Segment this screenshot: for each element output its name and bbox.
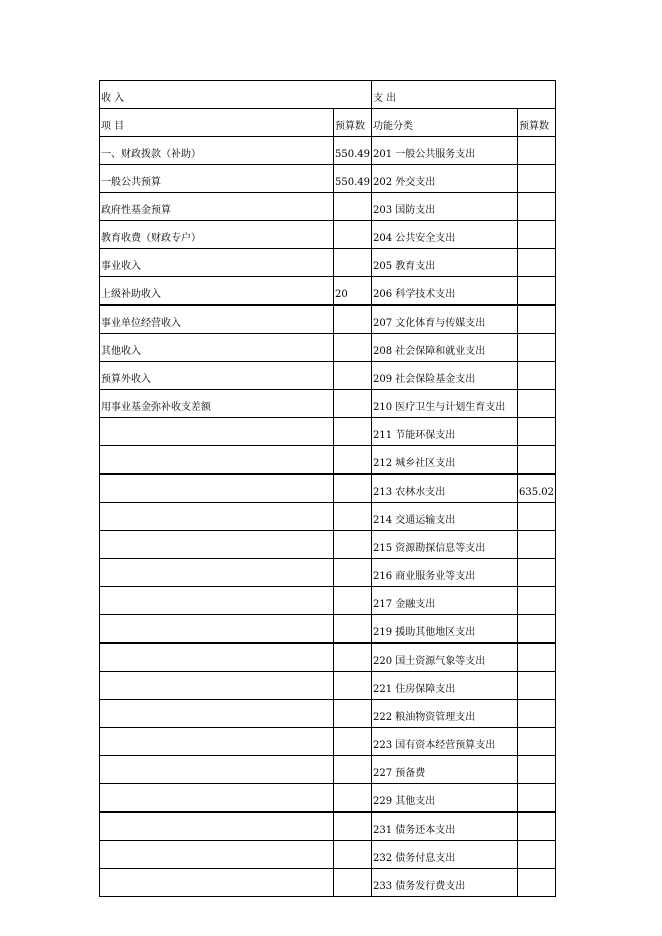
income-amount-cell xyxy=(334,643,372,672)
expense-item-cell: 211 节能环保支出 xyxy=(372,418,518,446)
expense-amount-cell xyxy=(518,165,556,193)
expense-amount-cell xyxy=(518,390,556,418)
expense-amount-cell xyxy=(518,756,556,784)
function-class-column-header: 功能分类 xyxy=(372,109,518,137)
expense-item-cell: 219 援助其他地区支出 xyxy=(372,615,518,644)
income-item-cell xyxy=(100,503,334,531)
table-row xyxy=(100,305,556,334)
table-row xyxy=(100,615,556,644)
expense-item-cell: 223 国有资本经营预算支出 xyxy=(372,728,518,756)
table-row xyxy=(100,474,556,503)
income-amount-cell xyxy=(334,615,372,644)
expense-amount-cell xyxy=(518,503,556,531)
income-amount-cell xyxy=(334,700,372,728)
expense-amount-cell xyxy=(518,672,556,700)
income-amount-cell xyxy=(334,728,372,756)
table-row xyxy=(100,137,556,165)
income-item-cell: 事业收入 xyxy=(100,249,334,277)
table-row xyxy=(100,700,556,728)
income-item-cell xyxy=(100,756,334,784)
expense-amount-cell xyxy=(518,277,556,306)
expense-item-cell: 207 文化体育与传媒支出 xyxy=(372,305,518,334)
table-row xyxy=(100,249,556,277)
income-amount-cell xyxy=(334,503,372,531)
expense-amount-cell xyxy=(518,137,556,165)
expense-item-cell: 227 预备费 xyxy=(372,756,518,784)
expense-item-cell: 231 债务还本支出 xyxy=(372,812,518,841)
table-row xyxy=(100,446,556,475)
item-column-header: 项 目 xyxy=(100,109,334,137)
income-amount-cell xyxy=(334,446,372,475)
income-item-cell xyxy=(100,446,334,475)
income-item-cell: 一般公共预算 xyxy=(100,165,334,193)
table-row xyxy=(100,503,556,531)
income-amount-cell xyxy=(334,221,372,249)
expense-item-cell: 232 债务付息支出 xyxy=(372,841,518,869)
table-row xyxy=(100,418,556,446)
section-header-row xyxy=(100,81,556,109)
table-row xyxy=(100,390,556,418)
expense-item-cell: 206 科学技术支出 xyxy=(372,277,518,306)
expense-item-cell: 221 住房保障支出 xyxy=(372,672,518,700)
expense-amount-cell xyxy=(518,446,556,475)
expense-item-cell: 222 粮油物资管理支出 xyxy=(372,700,518,728)
expense-amount-cell: 635.02 xyxy=(518,474,556,503)
table-row xyxy=(100,221,556,249)
income-amount-cell: 550.49 xyxy=(334,165,372,193)
table-row xyxy=(100,334,556,362)
expense-item-cell: 204 公共安全支出 xyxy=(372,221,518,249)
table-row xyxy=(100,643,556,672)
expense-item-cell: 205 教育支出 xyxy=(372,249,518,277)
expense-item-cell: 203 国防支出 xyxy=(372,193,518,221)
expense-item-cell: 209 社会保险基金支出 xyxy=(372,362,518,390)
income-amount-cell xyxy=(334,474,372,503)
expense-amount-cell xyxy=(518,362,556,390)
column-header-row xyxy=(100,109,556,137)
table-row xyxy=(100,812,556,841)
expense-item-cell: 214 交通运输支出 xyxy=(372,503,518,531)
income-item-cell: 事业单位经营收入 xyxy=(100,305,334,334)
table-row xyxy=(100,531,556,559)
income-item-cell xyxy=(100,418,334,446)
income-amount-cell xyxy=(334,193,372,221)
expense-amount-cell xyxy=(518,812,556,841)
expense-item-cell: 216 商业服务业等支出 xyxy=(372,559,518,587)
expense-amount-cell xyxy=(518,221,556,249)
expense-amount-cell xyxy=(518,249,556,277)
income-item-cell xyxy=(100,559,334,587)
expense-item-cell: 212 城乡社区支出 xyxy=(372,446,518,475)
table-row xyxy=(100,193,556,221)
income-amount-cell: 550.49 xyxy=(334,137,372,165)
expense-item-cell: 215 资源勘探信息等支出 xyxy=(372,531,518,559)
table-row xyxy=(100,841,556,869)
income-item-cell xyxy=(100,531,334,559)
table-row xyxy=(100,587,556,615)
budget-amount-column-header: 预算数 xyxy=(334,109,372,137)
income-item-cell xyxy=(100,587,334,615)
income-amount-cell xyxy=(334,869,372,897)
expense-item-cell: 229 其他支出 xyxy=(372,784,518,813)
table-row xyxy=(100,559,556,587)
budget-table-body xyxy=(100,81,556,897)
income-item-cell xyxy=(100,672,334,700)
income-item-cell xyxy=(100,474,334,503)
income-item-cell xyxy=(100,841,334,869)
table-row xyxy=(100,756,556,784)
expense-amount-cell xyxy=(518,531,556,559)
expense-item-cell: 210 医疗卫生与计划生育支出 xyxy=(372,390,518,418)
table-row xyxy=(100,728,556,756)
income-amount-cell xyxy=(334,559,372,587)
income-section-header: 收 入 xyxy=(100,81,372,109)
income-amount-cell xyxy=(334,249,372,277)
income-item-cell xyxy=(100,812,334,841)
expense-amount-cell xyxy=(518,700,556,728)
income-item-cell xyxy=(100,643,334,672)
income-item-cell: 政府性基金预算 xyxy=(100,193,334,221)
table-row xyxy=(100,869,556,897)
income-amount-cell xyxy=(334,362,372,390)
table-row xyxy=(100,672,556,700)
income-amount-cell xyxy=(334,756,372,784)
income-item-cell xyxy=(100,784,334,813)
expense-amount-cell xyxy=(518,728,556,756)
expense-amount-cell xyxy=(518,841,556,869)
income-item-cell: 上级补助收入 xyxy=(100,277,334,306)
budget-table xyxy=(99,80,556,897)
expense-amount-cell xyxy=(518,559,556,587)
income-item-cell: 教育收费（财政专户） xyxy=(100,221,334,249)
income-amount-cell xyxy=(334,587,372,615)
expense-section-header: 支 出 xyxy=(372,81,556,109)
income-item-cell xyxy=(100,728,334,756)
expense-amount-cell xyxy=(518,193,556,221)
table-row xyxy=(100,784,556,813)
expense-item-cell: 213 农林水支出 xyxy=(372,474,518,503)
table-row xyxy=(100,362,556,390)
income-amount-cell xyxy=(334,418,372,446)
income-amount-cell xyxy=(334,334,372,362)
expense-amount-cell xyxy=(518,334,556,362)
income-item-cell: 其他收入 xyxy=(100,334,334,362)
expense-amount-cell xyxy=(518,587,556,615)
table-row xyxy=(100,277,556,306)
expense-amount-cell xyxy=(518,784,556,813)
income-amount-cell xyxy=(334,531,372,559)
income-amount-cell xyxy=(334,390,372,418)
income-item-cell: 一、财政拨款（补助） xyxy=(100,137,334,165)
expense-amount-cell xyxy=(518,418,556,446)
income-item-cell: 预算外收入 xyxy=(100,362,334,390)
expense-amount-cell xyxy=(518,643,556,672)
expense-item-cell: 220 国土资源气象等支出 xyxy=(372,643,518,672)
expense-item-cell: 208 社会保障和就业支出 xyxy=(372,334,518,362)
income-amount-cell xyxy=(334,305,372,334)
income-amount-cell: 20 xyxy=(334,277,372,306)
income-item-cell xyxy=(100,869,334,897)
expense-item-cell: 201 一般公共服务支出 xyxy=(372,137,518,165)
income-amount-cell xyxy=(334,672,372,700)
expense-amount-cell xyxy=(518,869,556,897)
expense-amount-cell xyxy=(518,305,556,334)
income-amount-cell xyxy=(334,784,372,813)
expense-item-cell: 202 外交支出 xyxy=(372,165,518,193)
expense-item-cell: 217 金融支出 xyxy=(372,587,518,615)
expense-item-cell: 233 债务发行费支出 xyxy=(372,869,518,897)
income-item-cell xyxy=(100,615,334,644)
income-item-cell xyxy=(100,700,334,728)
income-item-cell: 用事业基金弥补收支差额 xyxy=(100,390,334,418)
table-row xyxy=(100,165,556,193)
income-amount-cell xyxy=(334,841,372,869)
expense-amount-cell xyxy=(518,615,556,644)
budget-amount-column-header-2: 预算数 xyxy=(518,109,556,137)
income-amount-cell xyxy=(334,812,372,841)
